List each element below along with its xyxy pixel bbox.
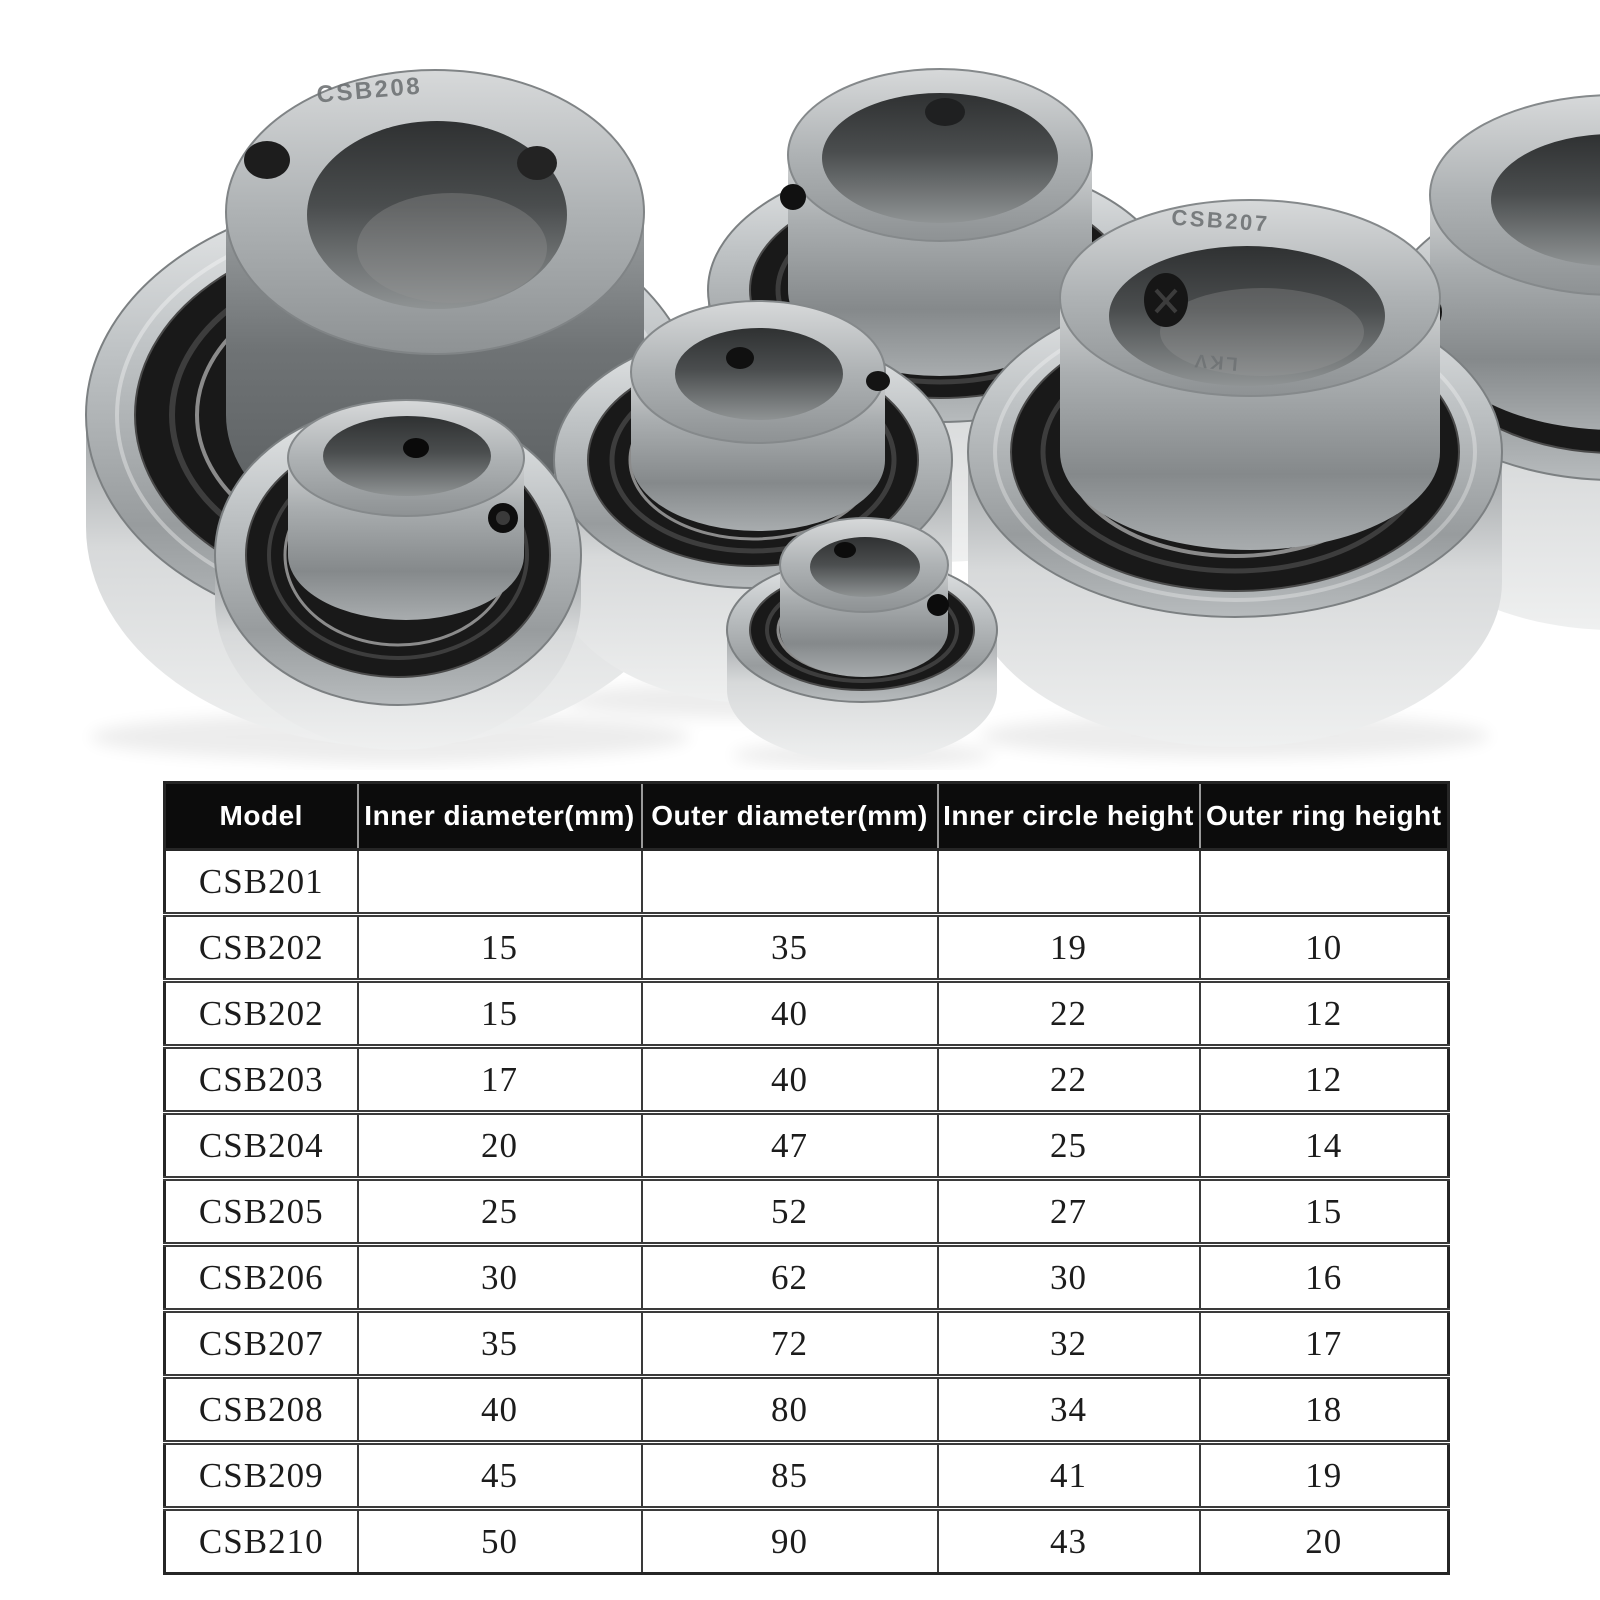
table-cell — [938, 850, 1200, 915]
bearing-csb208-engraving: CSB208 — [315, 72, 424, 109]
table-cell: 19 — [1200, 1443, 1449, 1509]
col-header-inner-circle-height: Inner circle height — [938, 783, 1200, 850]
col-header-outer-diameter: Outer diameter(mm) — [642, 783, 938, 850]
table-row — [165, 981, 1449, 1047]
table-row — [165, 1245, 1449, 1311]
bearing-center-bore — [675, 328, 843, 420]
spec-table — [163, 781, 1450, 1575]
table-cell: 15 — [358, 981, 642, 1047]
table-cell: 41 — [938, 1443, 1200, 1509]
col-header-outer-ring-height: Outer ring height — [1200, 783, 1449, 850]
table-row — [165, 915, 1449, 981]
table-row — [165, 1443, 1449, 1509]
bearing-csb208-set-screw — [244, 141, 290, 179]
bearing-csb207-brand-engraving: LKV — [1191, 349, 1239, 374]
table-row — [165, 1047, 1449, 1113]
table-cell-model: CSB207 — [165, 1311, 358, 1377]
table-cell-model: CSB203 — [165, 1047, 358, 1113]
table-cell: 80 — [642, 1377, 938, 1443]
table-cell: 40 — [642, 1047, 938, 1113]
header-row — [165, 783, 1449, 850]
table-cell: 16 — [1200, 1245, 1449, 1311]
bearing-bottom-left-bore — [323, 416, 491, 496]
table-row — [165, 1311, 1449, 1377]
table-cell: 25 — [358, 1179, 642, 1245]
table-row — [165, 1377, 1449, 1443]
table-row — [165, 850, 1449, 915]
table-row — [165, 1179, 1449, 1245]
table-cell-model: CSB206 — [165, 1245, 358, 1311]
table-cell: 25 — [938, 1113, 1200, 1179]
table-cell: 52 — [642, 1179, 938, 1245]
table-cell: 19 — [938, 915, 1200, 981]
bearing-center-side-screw — [866, 371, 890, 391]
table-cell: 15 — [358, 915, 642, 981]
col-header-inner-diameter: Inner diameter(mm) — [358, 783, 642, 850]
table-cell: 45 — [358, 1443, 642, 1509]
table-cell-model: CSB205 — [165, 1179, 358, 1245]
table-cell: 47 — [642, 1113, 938, 1179]
table-cell: 18 — [1200, 1377, 1449, 1443]
table-cell: 30 — [938, 1245, 1200, 1311]
bearings-photo-svg — [0, 0, 1600, 770]
table-cell: 34 — [938, 1377, 1200, 1443]
table-cell — [358, 850, 642, 915]
table-cell: 12 — [1200, 1047, 1449, 1113]
table-row — [165, 1509, 1449, 1574]
table-cell-model: CSB209 — [165, 1443, 358, 1509]
bearing-bottom-left-set-screw — [403, 438, 429, 458]
table-cell: 32 — [938, 1311, 1200, 1377]
table-row — [165, 1113, 1449, 1179]
table-cell-model: CSB208 — [165, 1377, 358, 1443]
bearing-bottom-left-side-screw-socket — [496, 511, 510, 525]
bearing-top-middle-side-screw — [780, 184, 806, 210]
table-cell — [642, 850, 938, 915]
spec-table-section — [163, 781, 1447, 1575]
bearing-smallest-bore — [810, 537, 920, 597]
table-cell: 62 — [642, 1245, 938, 1311]
table-cell: 43 — [938, 1509, 1200, 1574]
col-header-model: Model — [165, 783, 358, 850]
table-cell-model: CSB204 — [165, 1113, 358, 1179]
table-cell: 35 — [642, 915, 938, 981]
table-cell: 17 — [1200, 1311, 1449, 1377]
table-cell: 22 — [938, 981, 1200, 1047]
bearing-csb208-bore-highlight — [357, 193, 547, 303]
bearing-center-set-screw — [726, 347, 754, 369]
table-cell-model: CSB202 — [165, 981, 358, 1047]
table-cell: 72 — [642, 1311, 938, 1377]
bearing-smallest-side-screw — [927, 594, 949, 616]
table-cell: 90 — [642, 1509, 938, 1574]
table-cell: 30 — [358, 1245, 642, 1311]
table-cell: 15 — [1200, 1179, 1449, 1245]
table-cell: 40 — [642, 981, 938, 1047]
table-cell-model: CSB210 — [165, 1509, 358, 1574]
table-cell: 27 — [938, 1179, 1200, 1245]
table-cell-model: CSB201 — [165, 850, 358, 915]
table-cell: 50 — [358, 1509, 642, 1574]
table-cell: 12 — [1200, 981, 1449, 1047]
bearing-csb208-set-screw-2 — [517, 146, 557, 180]
bearing-csb207-engraving: CSB207 — [1170, 204, 1271, 237]
product-photo — [0, 0, 1600, 770]
table-cell: 40 — [358, 1377, 642, 1443]
table-cell: 14 — [1200, 1113, 1449, 1179]
table-cell: 20 — [1200, 1509, 1449, 1574]
table-cell-model: CSB202 — [165, 915, 358, 981]
table-cell — [1200, 850, 1449, 915]
table-cell: 10 — [1200, 915, 1449, 981]
bearing-csb207-bore-highlight — [1160, 288, 1364, 376]
bearing-top-middle-set-screw — [925, 98, 965, 126]
bearing-smallest-set-screw — [834, 542, 856, 558]
table-cell: 85 — [642, 1443, 938, 1509]
table-cell: 22 — [938, 1047, 1200, 1113]
table-cell: 35 — [358, 1311, 642, 1377]
table-cell: 20 — [358, 1113, 642, 1179]
bearing-bottom-left — [215, 400, 581, 750]
table-cell: 17 — [358, 1047, 642, 1113]
